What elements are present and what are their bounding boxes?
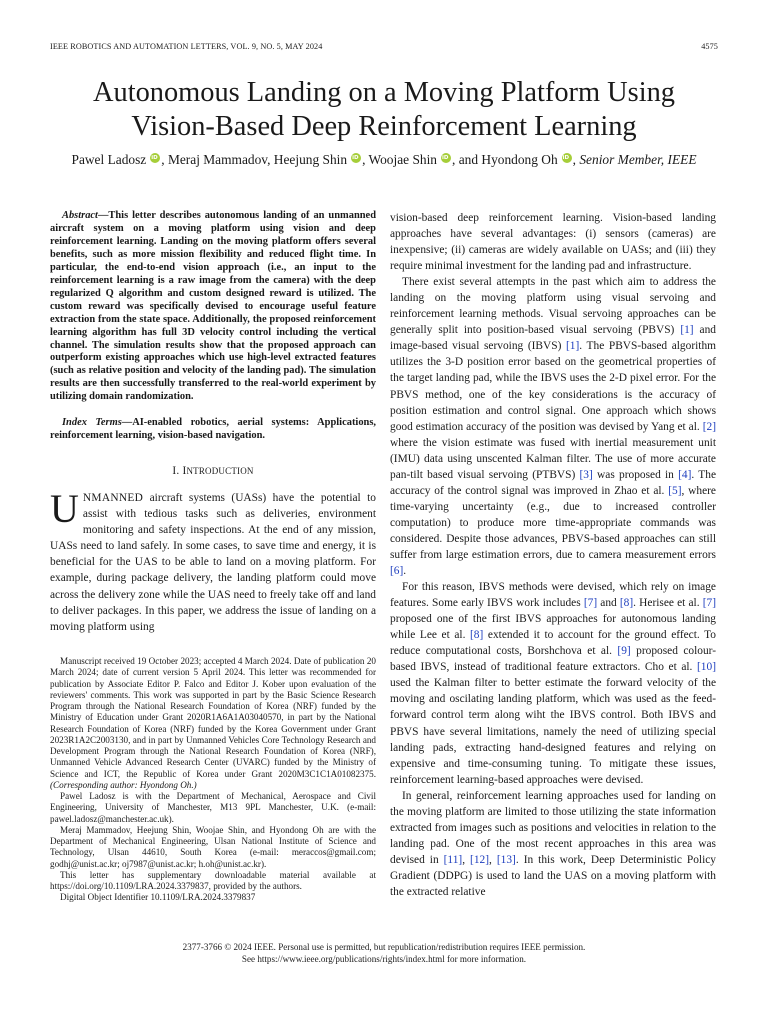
rights-url-line[interactable]: See https://www.ieee.org/publications/rights/index.html for more information. xyxy=(241,954,527,964)
text-span: There exist several attempts in the past which aim to address the landing on the moving platform using visual servoing and reinforcement learning methods. Visual servoing approaches can be generally split into position-based visual servoing (PBVS) xyxy=(390,276,716,337)
abstract xyxy=(50,210,376,404)
section-title-initial: I xyxy=(182,465,187,478)
abstract-lead: Abstract xyxy=(62,210,98,221)
index-terms-lead: Index Terms xyxy=(62,417,122,429)
corresponding-author: (Corresponding author: Hyondong Oh.) xyxy=(50,779,197,790)
citation-link[interactable]: [7] xyxy=(583,597,598,610)
footnote-manuscript-text: Manuscript received 19 October 2023; accepted 4 March 2024. Date of publication 20 March 2024; date of current version 5 April 2024. This letter was recommended for publication by Associate Editor P. Falco and Editor J. Kober upon evaluation of the reviewers' comments. This work was supported in part by the Basic Science Research Program through the National Research Foundation of Korea (NRF) funded by the Ministry of Education under Grant 2020R1A6A1A03040570, in part by the National Research Foundation of Korea (NRF) funded by the Korea Government under Grant 2023R1A2C2003130, and in part by Unmanned Vehicles Core Technology Research and Development Program through the National Research Foundation of Korea (NRF), Unmanned Vehicle Advanced Research Center (UVARC) funded by the Ministry of Science and ICT, the Republic of Korea under Grant 2020M3C1C1A01082375. xyxy=(50,656,376,779)
journal-name: IEEE ROBOTICS AND AUTOMATION LETTERS, VOL. 9, NO. 5, MAY 2024 xyxy=(50,42,323,51)
title-line-2: Vision-Based Deep Reinforcement Learning xyxy=(131,111,637,142)
citation-link[interactable]: [3] xyxy=(579,468,593,481)
member-grade: Senior Member, IEEE xyxy=(579,152,697,167)
drop-cap: U xyxy=(50,486,79,532)
text-span: . The PBVS-based algorithm utilizes the 3-D position error based on the geometrical properties of the target landing pad, while the IBVS uses the 2-D pixel error. For the PBVS method, one of the key considerations is the accuracy of position estimation and control signal. One approach which shows good estimation accuracy of the position was devised by Yang et al. xyxy=(390,340,716,433)
section-number: I. xyxy=(172,465,183,478)
text-span: . Herisee et al. xyxy=(633,597,703,610)
text-span: used the Kalman filter to better estimate the forward velocity of the moving and oscilating landing platform, which was used as the feed-forward control term along wiht the IBVS control. Both IBVS and PBVS have several limitations, namely the need of utilizing special landing pads, extracting hand-designed features and relying on expensive and time-consuming tuning. To mitigate these issues, reinforcement learning-based approaches were devised. xyxy=(390,677,716,786)
paper-title xyxy=(30,76,738,144)
section-heading-introduction xyxy=(50,463,376,479)
text-span: extended it to account for the ground effect. To reduce computational costs, Borshchova et al. xyxy=(390,629,716,658)
author-5: , and Hyondong Oh xyxy=(452,152,558,167)
page-number: 4575 xyxy=(701,42,718,51)
footnote-manuscript xyxy=(50,656,376,791)
text-span: . In this work, Deep Deterministic Policy Gradient (DDPG) is used to land the UAS on a moving platform with the extracted relative xyxy=(390,853,716,898)
right-paragraph-2 xyxy=(390,274,716,579)
right-column xyxy=(390,210,716,900)
citation-link[interactable]: [7] xyxy=(702,597,716,610)
text-span: , xyxy=(489,853,497,866)
footnote-supplementary: This letter has supplementary downloadable material available at https://doi.org/10.1109/LRA.2024.3379837, provided by the authors. xyxy=(50,869,376,891)
text-span: and image-based visual servoing (IBVS) xyxy=(390,324,717,353)
orcid-icon[interactable] xyxy=(562,153,572,163)
citation-link[interactable]: [6] xyxy=(390,565,404,578)
citation-link[interactable]: [10] xyxy=(697,661,716,674)
author-separator: , xyxy=(572,152,580,167)
text-span: where the vision estimate was fused with inertial measurement unit (IMU) data using unscented Kalman filter. The use of more accurate pan-tilt based visual servoing (PTBVS) xyxy=(390,436,716,481)
citation-link[interactable]: [13] xyxy=(496,853,516,866)
orcid-icon[interactable] xyxy=(150,153,160,163)
abstract-text: —This letter describes autonomous landing of an unmanned aircraft system on a moving platform using vision and deep reinforcement learning. Landing on the moving platform offers several benefits, such as more mission flexibility and reduced flight time. In particular, the end-to-end vision approach (i.e., an input to the reinforcement learning is a raw image from the camera) with the deep regularized Q algorithm and custom designed reward is utilized. The custom reward was specifically devised to encourage useful feature extraction from the state space. Additionally, the proposed reinforcement learning algorithm has full 3D velocity control including the vertical channel. The simulation results show that the proposed approach can outperform existing approaches which use high-level extracted features (such as relative position and velocity of the landing pad). The simulation results are then successfully transferred to the real-world experiment by utilizing domain randomization. xyxy=(50,210,376,403)
intro-text: aircraft systems (UASs) have the potential to assist with tedious tasks such as deliveries, environment monitoring and safety inspections. At the end of any mission, UASs need to land safely. In some cases, to save time and energy, it is beneficial for the UAS to be able to land on a moving platform. For example, during package delivery, the landing platform could move across the delivery zone while the UAS need to freely take off and land to deliver packages. In this paper, we address the issue of landing on a moving platform using xyxy=(50,492,376,633)
footnote-affiliation-1: Pawel Ladosz is with the Department of Mechanical, Aerospace and Civil Engineering, University of Manchester, M13 9PL Manchester, U.K. (e-mail: pawel.ladosz@manchester.ac.uk). xyxy=(50,791,376,824)
left-column xyxy=(50,210,376,635)
citation-link[interactable]: [1] xyxy=(566,340,580,353)
text-span: and xyxy=(597,597,620,610)
author-4: , Woojae Shin xyxy=(362,152,438,167)
right-paragraph-3 xyxy=(390,579,716,788)
intro-paragraph xyxy=(50,486,376,634)
section-title-rest: NTRODUCTION xyxy=(186,466,254,477)
text-span: proposed colour-based IBVS, instead of traditional feature extractors. Cho et al. xyxy=(390,645,716,674)
citation-link[interactable]: [11] xyxy=(443,853,463,866)
citation-link[interactable]: [2] xyxy=(702,420,716,433)
first-page-footnotes xyxy=(50,656,376,904)
citation-link[interactable]: [8] xyxy=(619,597,634,610)
copyright-line: 2377-3766 © 2024 IEEE. Personal use is permitted, but republication/redistribution requires IEEE permission. xyxy=(182,942,586,952)
text-span: In general, reinforcement learning approaches used for landing on the moving platform are limited to those utilizing the state information extracted from images such as positions and velocities in relation to the landing pad. One of the most recent approaches in this area was devised in xyxy=(390,789,716,866)
citation-link[interactable]: [9] xyxy=(617,645,631,658)
citation-link[interactable]: [12] xyxy=(470,853,490,866)
text-span: , where time-varying uncertainty (e.g., due to increased controller computation) to produce more time-appropriate commands was considered. Despite those advances, PBVS-based approaches can still suffer from large estimation errors, due to camera measurement errors xyxy=(390,484,716,561)
author-list xyxy=(30,152,738,168)
intro-caps: NMANNED xyxy=(82,492,144,505)
right-paragraph-4 xyxy=(390,788,716,900)
index-terms xyxy=(50,417,376,443)
citation-link[interactable]: [8] xyxy=(470,629,484,642)
text-span: For this reason, IBVS methods were devised, which rely on image features. Some early IBVS work includes xyxy=(390,581,716,610)
text-span: , xyxy=(462,853,471,866)
citation-link[interactable]: [1] xyxy=(680,324,694,337)
text-span: proposed one of the first IBVS approaches for autonomous landing while Lee et al. xyxy=(390,613,716,642)
author-1: Pawel Ladosz xyxy=(71,152,147,167)
running-header xyxy=(50,42,718,51)
author-2-3: , Meraj Mammadov, Heejung Shin xyxy=(161,152,348,167)
title-line-1: Autonomous Landing on a Moving Platform Using xyxy=(93,77,675,108)
right-paragraph-1: vision-based deep reinforcement learning. Vision-based landing approaches have several advantages: (i) sensors (cameras) are inexpensive; (ii) cameras are widely available on UASs; and (iii) they require minimal investment for the landing pad and infrastructure. xyxy=(390,212,716,273)
copyright-footer xyxy=(50,941,718,965)
footnote-doi: Digital Object Identifier 10.1109/LRA.2024.3379837 xyxy=(60,892,256,903)
text-span: . The accuracy of the control signal was improved in Zhao et al. xyxy=(390,468,716,497)
orcid-icon[interactable] xyxy=(351,153,361,163)
footnote-affiliation-2: Meraj Mammadov, Heejung Shin, Woojae Shin, and Hyondong Oh are with the Department of Mechanical Engineering, Ulsan National Institute of Science and Technology, Ulsan 44610, South Korea (e-mail: meraccos@gmail.com; godhj@unist.ac.kr; oj7987@unist.ac.kr; h.oh@unist.ac.kr). xyxy=(50,824,376,869)
text-span: . xyxy=(403,565,407,578)
orcid-icon[interactable] xyxy=(441,153,451,163)
citation-link[interactable]: [5] xyxy=(668,484,682,497)
text-span: was proposed in xyxy=(592,468,679,481)
citation-link[interactable]: [4] xyxy=(678,468,692,481)
index-terms-text: —AI-enabled robotics, aerial systems: Applications, reinforcement learning, vision-based navigation. xyxy=(50,417,377,442)
